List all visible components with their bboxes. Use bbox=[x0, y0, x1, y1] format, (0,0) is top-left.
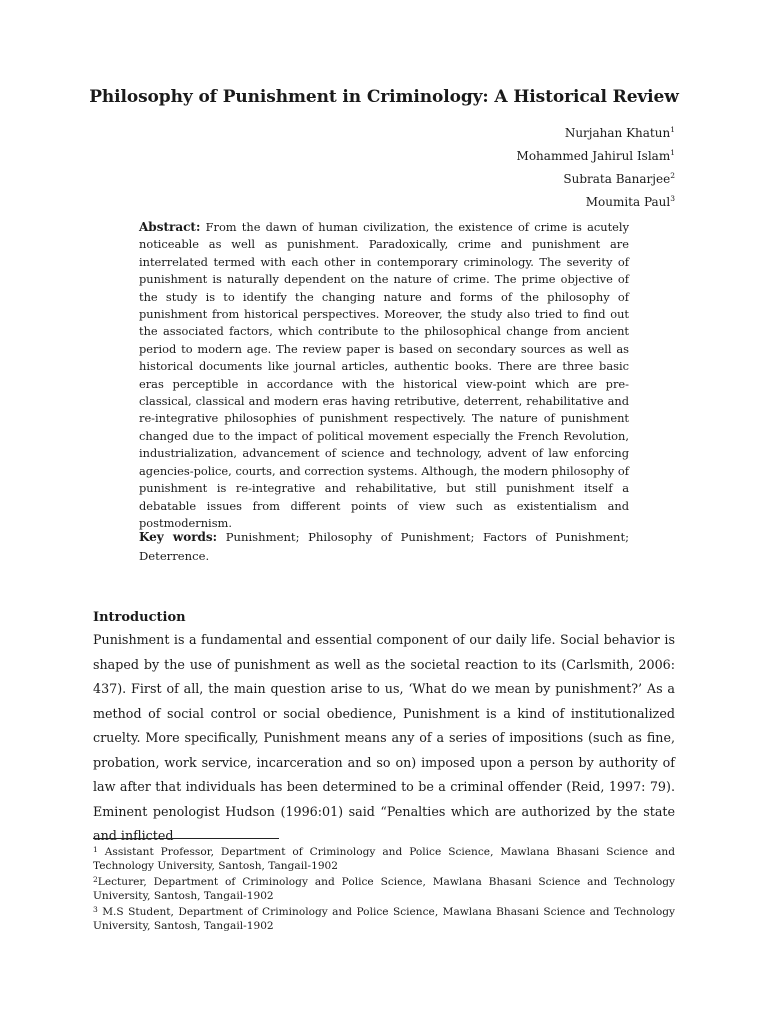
footnote: $^1$ Assistant Professor, Department of Criminology and Police Science, Mawlana Bhasani Science and Technology University, Santosh, Tangail-1902 bbox=[93, 845, 675, 872]
footnote-divider bbox=[93, 838, 279, 839]
author: Subrata Banarjee$^2$ bbox=[563, 171, 675, 186]
keywords-text: Punishment; Philosophy of Punishment; Factors of Punishment; Deterrence. bbox=[139, 530, 630, 563]
paper-title: Philosophy of Punishment in Criminology: A Historical Review bbox=[89, 87, 679, 107]
author: Mohammed Jahirul Islam$^1$ bbox=[516, 148, 675, 163]
keywords bbox=[139, 528, 629, 565]
author: Nurjahan Khatun$^1$ bbox=[564, 125, 675, 140]
footnote: $^2$Lecturer, Department of Criminology and Police Science, Mawlana Bhasani Science and Technology University, Santosh, Tangail-1902 bbox=[93, 875, 675, 902]
footnote: $^3$ M.S Student, Department of Criminology and Police Science, Mawlana Bhasani Science and Technology University, Santosh, Tangail-1902 bbox=[93, 905, 675, 932]
section-body: Punishment is a fundamental and essential component of our daily life. Social behavior is shaped by the use of punishment as well as the societal reaction to its (Carlsmith, 2006: 437). First of all, the main question arise to us, ‘What do we mean by punishment?’ As a method of social control or social obedience, Punishment is a kind of institutionalized cruelty. More specifically, Punishment means any of a series of impositions (such as fine, probation, work service, incarceration and so on) imposed upon a person by authority of law after that individuals has been determined to be a criminal offender (Reid, 1997: 79). Eminent penologist Hudson (1996:01) said “Penalties which are authorized by the state and inflicted bbox=[93, 632, 675, 843]
keywords-label: Key words: bbox=[139, 530, 218, 544]
footnotes bbox=[93, 843, 675, 934]
abstract bbox=[139, 219, 629, 532]
author-list bbox=[517, 120, 675, 212]
section-heading: Introduction bbox=[93, 610, 186, 625]
abstract-text: From the dawn of human civilization, the existence of crime is acutely noticeable as well as punishment. Paradoxically, crime and punishment are interrelated termed with each other in contemporary criminology. The severity of punishment is naturally dependent on the nature of crime. The prime objective of the study is to identify the changing nature and forms of the philosophy of punishment from historical perspectives. Moreover, the study also tried to find out the associated factors, which contribute to the philosophical change from ancient period to modern age. The review paper is based on secondary sources as well as historical documents like journal articles, authentic books. There are three basic eras perceptible in accordance with the historical view-point which are pre-classical, classical and modern eras having retributive, deterrent, rehabilitative and re-integrative philosophies of punishment respectively. The nature of punishment changed due to the impact of political movement especially the French Revolution, industrialization, advancement of science and technology, advent of law enforcing agencies-police, courts, and correction systems. Although, the modern philosophy of punishment is re-integrative and rehabilitative, but still punishment itself a debatable issues from different points of view such as existentialism and postmodernism. bbox=[139, 220, 629, 530]
abstract-label: Abstract: bbox=[139, 220, 201, 234]
author: Moumita Paul$^3$ bbox=[585, 194, 675, 209]
